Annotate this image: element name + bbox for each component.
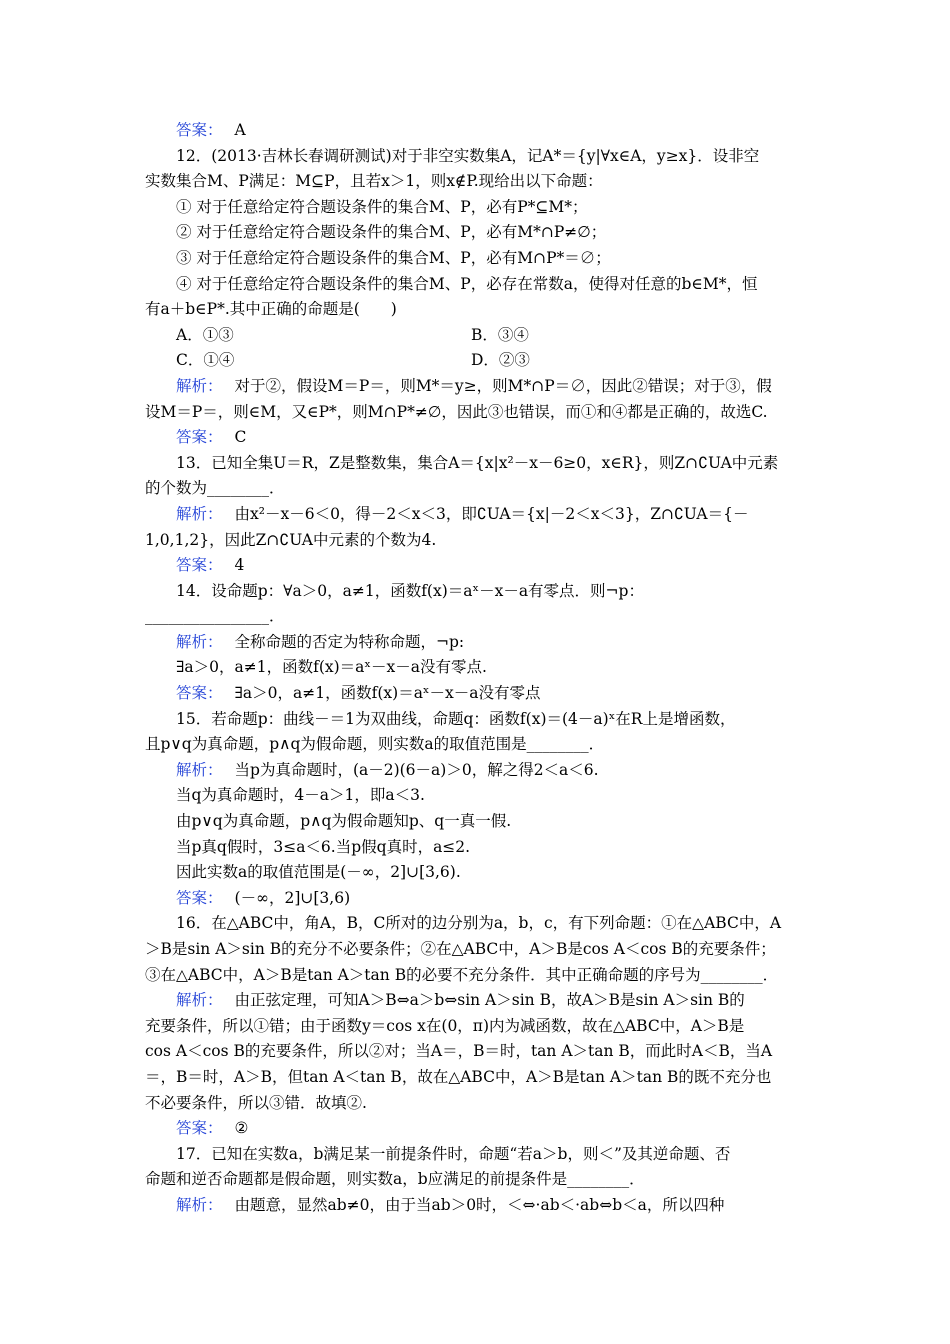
problem-13-line-2: 的个数为________．	[145, 479, 285, 498]
analysis-label: 解析：	[176, 991, 223, 1010]
answer-label: 答案：	[176, 556, 223, 575]
analysis-15-line-1: 解析： 当p为真命题时，(a－2)(6－a)＞0，解之得2＜a＜6.	[176, 760, 599, 779]
analysis-15-line-2: 当q为真命题时，4－a＞1，即a＜3.	[176, 786, 425, 805]
problem-12-options-ab	[145, 323, 810, 349]
answer-label: 答案：	[176, 1119, 223, 1138]
problem-15-line-1: 15．若命题p：曲线－＝1为双曲线，命题q：函数f(x)＝(4－a)ˣ在R上是增函数，	[176, 709, 736, 728]
problem-14-line-1: 14．设命题p：∀a＞0，a≠1，函数f(x)＝aˣ－x－a有零点．则¬p：	[176, 581, 644, 600]
analysis-label: 解析：	[176, 504, 223, 523]
answer-15: 答案： (－∞，2]∪[3,6)	[176, 888, 351, 907]
analysis-label: 解析：	[176, 760, 223, 779]
problem-12-line-2: 实数集合M、P满足：M⊆P，且若x＞1，则x∉P.现给出以下命题：	[145, 172, 603, 191]
answer-13: 答案： 4	[176, 556, 245, 575]
answer-12: 答案： C	[176, 428, 247, 447]
analysis-16-line-1: 解析： 由正弦定理，可知A＞B⇔a＞b⇔sin A＞sin B，故A＞B是sin A＞sin B的	[176, 991, 745, 1010]
problem-14-line-2: ________________．	[145, 607, 285, 626]
option-a: A．①③	[176, 325, 234, 344]
answer-14: 答案： ∃a＞0，a≠1，函数f(x)＝aˣ－x－a没有零点	[176, 684, 541, 703]
analysis-13-line-2: 1,0,1,2}，因此Z∩∁UA中元素的个数为4.	[145, 530, 437, 549]
analysis-12-line-2: 设M＝P＝，则∈M，又∈P*，则M∩P*≠∅，因此③也错误，而①和④都是正确的，故选C.	[145, 402, 768, 421]
problem-12-item-4: ④ 对于任意给定符合题设条件的集合M、P，必存在常数a，使得对任意的b∈M*，恒	[176, 274, 758, 293]
problem-17-line-2: 命题和逆否命题都是假命题，则实数a，b应满足的前提条件是________．	[145, 1170, 645, 1189]
answer-label: 答案：	[176, 428, 223, 447]
analysis-15-line-4: 当p真q假时，3≤a＜6.当p假q真时，a≤2.	[176, 837, 471, 856]
problem-16-line-3: ③在△ABC中，A＞B是tan A＞tan B的必要不充分条件．其中正确命题的序号为________．	[145, 965, 779, 984]
problem-12-options-cd	[145, 348, 810, 374]
option-b: B．③④	[471, 325, 529, 344]
answer-label: 答案：	[176, 888, 223, 907]
problem-16-line-2: ＞B是sin A＞sin B的充分不必要条件；②在△ABC中，A＞B是cos A＜cos B的充要条件；	[145, 940, 776, 958]
answer-label: 答案：	[176, 121, 223, 139]
analysis-label: 解析：	[176, 376, 223, 395]
answer-label: 答案：	[176, 684, 223, 703]
analysis-16-line-5: 不必要条件，所以③错．故填②.	[145, 1093, 367, 1112]
analysis-14-line-2: ∃a＞0，a≠1，函数f(x)＝aˣ－x－a没有零点.	[176, 658, 487, 677]
analysis-16-line-3: cos A＜cos B的充要条件，所以②对；当A＝，B＝时，tan A＞tan B，而此时A＜B，当A	[145, 1042, 773, 1061]
analysis-12-line-1: 解析： 对于②，假设M＝P＝，则M*＝y≥，则M*∩P＝∅，因此②错误；对于③，假	[176, 376, 772, 395]
problem-16-line-1: 16．在△ABC中，角A，B，C所对的边分别为a，b，c，有下列命题：①在△ABC中，A	[176, 914, 782, 933]
problem-12-item-1: ① 对于任意给定符合题设条件的集合M、P，必有P*⊆M*；	[176, 197, 588, 216]
problem-17-line-1: 17．已知在实数a，b满足某一前提条件时，命题“若a＞b，则＜”及其逆命题、否	[176, 1144, 731, 1163]
analysis-15-line-3: 由p∨q为真命题，p∧q为假命题知p、q一真一假.	[176, 812, 512, 831]
answer-11: 答案： A	[176, 121, 246, 139]
analysis-15-line-5: 因此实数a的取值范围是(－∞，2]∪[3,6).	[176, 863, 461, 882]
problem-12-item-3: ③ 对于任意给定符合题设条件的集合M、P，必有M∩P*＝∅；	[176, 248, 611, 267]
answer-16: 答案： ②	[176, 1119, 249, 1138]
problem-12-item-4-cont: 有a＋b∈P*.其中正确的命题是( )	[145, 300, 397, 319]
problem-15-line-2: 且p∨q为真命题，p∧q为假命题，则实数a的取值范围是________．	[145, 735, 605, 754]
problem-12-item-2: ② 对于任意给定符合题设条件的集合M、P，必有M*∩P≠∅；	[176, 223, 607, 242]
analysis-17-line-1: 解析： 由题意，显然ab≠0，由于当ab＞0时，＜⇔·ab＜·ab⇔b＜a，所以四种	[176, 1195, 725, 1214]
analysis-16-line-2: 充要条件，所以①错；由于函数y＝cos x在(0，π)内为减函数，故在△ABC中，A＞B是	[145, 1016, 745, 1035]
analysis-14-line-1: 解析： 全称命题的否定为特称命题，¬p:	[176, 632, 465, 651]
option-c: C．①④	[176, 351, 235, 370]
analysis-label: 解析：	[176, 1195, 223, 1214]
analysis-label: 解析：	[176, 632, 223, 651]
option-d: D．②③	[471, 351, 530, 370]
analysis-16-line-4: ＝，B＝时，A＞B，但tan A＜tan B，故在△ABC中，A＞B是tan A＞tan B的既不充分也	[145, 1067, 772, 1086]
problem-12-line-1: 12．(2013·吉林长春调研测试)对于非空实数集A，记A*＝{y|∀x∈A，y≥x}．设非空	[176, 146, 760, 165]
analysis-13-line-1: 解析： 由x²－x－6＜0，得－2＜x＜3，即∁UA＝{x|－2＜x＜3}，Z∩∁UA＝{－	[176, 504, 749, 523]
problem-13-line-1: 13．已知全集U＝R，Z是整数集，集合A＝{x|x²－x－6≥0，x∈R}，则Z∩∁UA中元素	[176, 453, 779, 472]
